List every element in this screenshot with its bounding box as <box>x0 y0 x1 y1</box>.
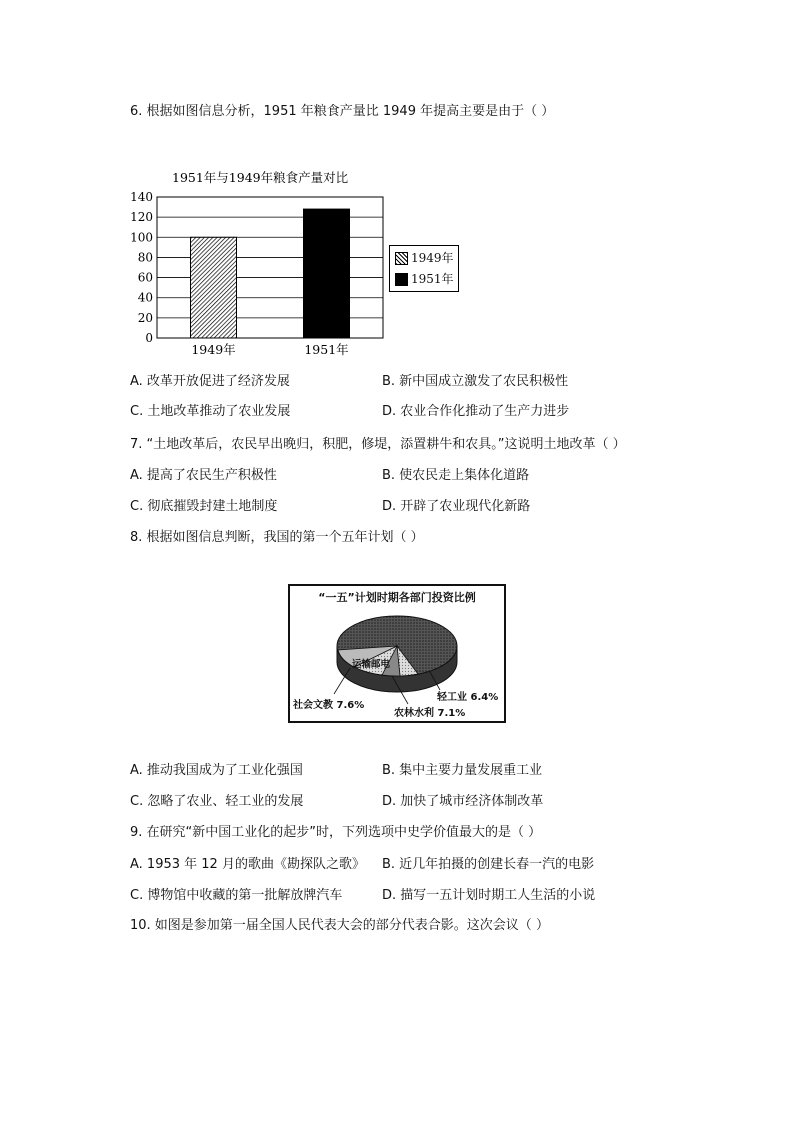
y-tick-label: 0 <box>145 331 153 345</box>
x-tick-label: 1949年 <box>191 342 236 357</box>
pie-label-social: 社会文教 7.6% <box>293 700 365 711</box>
pie-label-light-industry: 轻工业 6.4% <box>437 692 499 703</box>
legend-label-1951: 1951年 <box>411 272 454 286</box>
chart-title: 1951年与1949年粮食产量对比 <box>172 170 349 185</box>
y-tick-label: 60 <box>137 270 153 285</box>
investment-pie-figure <box>288 584 506 723</box>
question-9-stem: 9. 在研究“新中国工业化的起步”时，下列选项中史学价值最大的是（ ） <box>130 825 542 840</box>
chart-legend <box>389 245 459 292</box>
pie-title: “一五”计划时期各部门投资比例 <box>318 591 476 604</box>
y-tick-label: 100 <box>130 230 153 245</box>
q7-option-d[interactable]: D. 开辟了农业现代化新路 <box>382 499 531 514</box>
q7-option-c[interactable]: C. 彻底摧毁封建土地制度 <box>130 499 278 514</box>
question-10-stem: 10. 如图是参加第一届全国人民代表大会的部分代表合影。这次会议（ ） <box>130 918 549 933</box>
q8-option-c[interactable]: C. 忽略了农业、轻工业的发展 <box>130 794 304 809</box>
q7-option-a[interactable]: A. 提高了农民生产积极性 <box>130 468 277 483</box>
y-tick-label: 20 <box>137 310 153 325</box>
q8-option-d[interactable]: D. 加快了城市经济体制改革 <box>382 794 544 809</box>
bar-1951年 <box>304 209 350 338</box>
q9-option-a[interactable]: A. 1953 年 12 月的歌曲《勘探队之歌》 <box>130 857 365 872</box>
q6-option-d[interactable]: D. 农业合作化推动了生产力进步 <box>382 404 570 419</box>
question-8-stem: 8. 根据如图信息判断，我国的第一个五年计划（ ） <box>130 530 424 545</box>
legend-swatch-solid <box>395 273 408 286</box>
y-tick-label: 80 <box>137 250 153 265</box>
q6-option-c[interactable]: C. 土地改革推动了农业发展 <box>130 404 291 419</box>
y-tick-label: 140 <box>130 190 153 204</box>
y-tick-label: 40 <box>137 290 153 305</box>
q9-option-d[interactable]: D. 描写一五计划时期工人生活的小说 <box>382 888 596 903</box>
q9-option-c[interactable]: C. 博物馆中收藏的第一批解放牌汽车 <box>130 888 343 903</box>
question-7-stem: 7. “土地改革后，农民早出晚归，积肥，修堤，添置耕牛和农具。”这说明土地改革（ ） <box>130 437 626 452</box>
bar-chart <box>128 186 388 366</box>
pie-label-transport: 运输邮电 <box>352 659 391 670</box>
q8-option-a[interactable]: A. 推动我国成为了工业化强国 <box>130 763 303 778</box>
y-tick-label: 120 <box>130 210 153 225</box>
pie-label-agriculture: 农林水利 7.1% <box>394 708 466 719</box>
q9-option-b[interactable]: B. 近几年拍摄的创建长春一汽的电影 <box>382 857 595 872</box>
legend-swatch-hatched <box>395 252 408 265</box>
q7-option-b[interactable]: B. 使农民走上集体化道路 <box>382 468 530 483</box>
question-6-stem: 6. 根据如图信息分析，1951 年粮食产量比 1949 年提高主要是由于（ ） <box>130 104 555 119</box>
legend-label-1949: 1949年 <box>411 251 454 265</box>
q6-option-b[interactable]: B. 新中国成立激发了农民积极性 <box>382 374 569 389</box>
q6-option-a[interactable]: A. 改革开放促进了经济发展 <box>130 374 290 389</box>
bar-1949年 <box>191 237 237 338</box>
x-tick-label: 1951年 <box>304 342 349 357</box>
q8-option-b[interactable]: B. 集中主要力量发展重工业 <box>382 763 543 778</box>
